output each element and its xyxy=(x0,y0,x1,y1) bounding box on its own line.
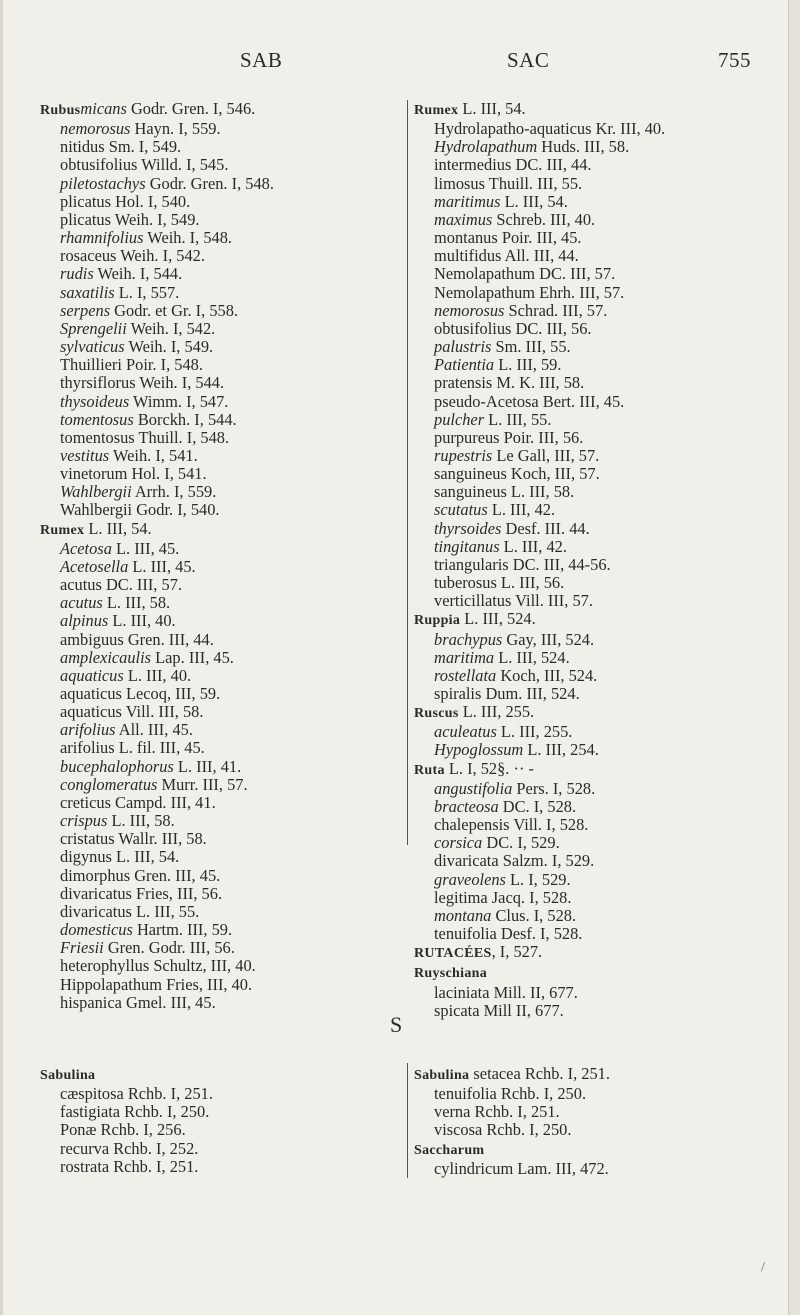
entry-text: verticillatus Vill. III, 57. xyxy=(434,591,593,611)
accepted-name: maritimus xyxy=(434,191,501,211)
species-entry xyxy=(414,667,665,685)
entry-text: hispanica Gmel. III, 45. xyxy=(60,992,216,1012)
entry-text: Borckh. I, 544. xyxy=(133,409,237,429)
species-entry xyxy=(40,685,274,703)
entry-text: viscosa Rchb. I, 250. xyxy=(434,1120,572,1140)
accepted-name: aculeatus xyxy=(434,722,497,742)
entry-text: chalepensis Vill. I, 528. xyxy=(434,815,589,835)
species-entry xyxy=(40,447,274,465)
entry-text: nitidus Sm. I, 549. xyxy=(60,137,182,157)
species-entry xyxy=(40,1158,213,1176)
entry-text: Desf. III. 44. xyxy=(501,518,590,538)
entry-text: Schrad. III, 57. xyxy=(504,300,608,320)
entry-text: L. III, 40. xyxy=(108,611,176,631)
species-entry xyxy=(40,939,274,957)
page-edge-right xyxy=(788,0,800,1315)
accepted-name: vestitus xyxy=(60,445,110,465)
species-entry xyxy=(40,1140,213,1158)
genus-name: Sabulina xyxy=(40,1068,96,1083)
accepted-name: nemorosus xyxy=(60,119,131,139)
species-entry xyxy=(414,429,665,447)
species-entry xyxy=(40,594,274,612)
species-entry xyxy=(414,138,665,156)
accepted-name: crispus xyxy=(60,811,108,831)
entry-text: Nemolapathum Ehrh. III, 57. xyxy=(434,282,625,302)
entry-text: Huds. III, 58. xyxy=(537,137,630,157)
species-entry xyxy=(414,483,665,501)
entry-text: divaricatus L. III, 55. xyxy=(60,901,200,921)
genus-entry xyxy=(414,1065,610,1085)
entry-text: aquaticus Vill. III, 58. xyxy=(60,702,204,722)
entry-text: plicatus Weih. I, 549. xyxy=(60,209,200,229)
entry-text: L. III, 58. xyxy=(102,593,171,613)
entry-text: obtusifolius Willd. I, 545. xyxy=(60,155,229,175)
entry-text: limosus Thuill. III, 55. xyxy=(434,173,583,193)
accepted-name: thyrsoides xyxy=(434,518,502,538)
entry-text: divaricata Salzm. I, 529. xyxy=(434,851,595,871)
entry-text: L. III, 42. xyxy=(487,500,556,520)
entry-text: Godr. Gren. I, 548. xyxy=(145,173,274,193)
species-entry xyxy=(40,284,274,302)
column-rule xyxy=(407,100,408,845)
species-entry xyxy=(40,721,274,739)
accepted-name: amplexicaulis xyxy=(60,647,152,667)
species-entry xyxy=(40,649,274,667)
entry-text: divaricatus Fries, III, 56. xyxy=(60,883,223,903)
species-entry xyxy=(414,1002,665,1020)
accepted-name: bracteosa xyxy=(434,796,499,816)
entry-text: Arrh. I, 559. xyxy=(131,482,217,502)
species-entry xyxy=(40,483,274,501)
species-entry xyxy=(414,907,665,925)
entry-text: DC. I, 529. xyxy=(482,833,560,853)
genus-name: Saccharum xyxy=(414,1142,485,1158)
species-entry xyxy=(40,374,274,392)
entry-text: vinetorum Hol. I, 541. xyxy=(60,464,207,484)
species-entry xyxy=(40,320,274,338)
genus-name: Ruscus xyxy=(414,706,459,722)
entry-text: pseudo-Acetosa Bert. III, 45. xyxy=(434,391,625,411)
accepted-name: palustris xyxy=(434,337,492,357)
entry-text: Nemolapathum DC. III, 57. xyxy=(434,264,616,284)
accepted-name: thysoideus xyxy=(60,391,130,411)
species-entry xyxy=(414,852,665,870)
species-entry xyxy=(40,465,274,483)
species-entry xyxy=(414,1121,610,1139)
species-entry xyxy=(414,889,665,907)
running-head-center: SAC xyxy=(507,48,550,72)
entry-text: aquaticus Lecoq, III, 59. xyxy=(60,684,221,703)
entry-text: L. III, 41. xyxy=(173,756,242,776)
species-entry xyxy=(414,211,665,229)
species-entry xyxy=(40,411,274,429)
entry-text: Godr. Gren. I, 546. xyxy=(126,99,256,118)
species-entry xyxy=(414,338,665,356)
species-entry xyxy=(414,834,665,852)
species-entry xyxy=(414,193,665,211)
species-entry xyxy=(40,867,274,885)
section-column-rule xyxy=(407,1063,408,1178)
entry-text: cylindricum Lam. III, 472. xyxy=(434,1158,609,1178)
entry-text: L. I, 52§. ·· - xyxy=(444,758,534,778)
entry-text: dimorphus Gren. III, 45. xyxy=(60,865,221,885)
accepted-name: brachypus xyxy=(434,629,503,649)
entry-text: multifidus All. III, 44. xyxy=(434,246,579,266)
page-edge-left xyxy=(0,0,3,1315)
species-entry xyxy=(40,175,274,193)
species-entry xyxy=(40,211,274,229)
species-entry xyxy=(40,631,274,649)
entry-text: Gren. Godr. III, 56. xyxy=(103,938,235,958)
species-entry xyxy=(40,612,274,630)
genus-name: Ruppia xyxy=(414,613,461,629)
entry-text: Pers. I, 528. xyxy=(512,778,596,798)
genus-entry xyxy=(414,100,665,120)
accepted-name: Friesii xyxy=(60,938,104,958)
entry-text: Hartm. III, 59. xyxy=(132,920,233,940)
species-entry xyxy=(40,1121,213,1139)
entry-text: L. III, 54. xyxy=(458,99,526,118)
species-entry xyxy=(414,175,665,193)
species-entry xyxy=(40,739,274,757)
entry-text: Weih. I, 541. xyxy=(109,445,198,465)
accepted-name: sylvaticus xyxy=(60,337,125,357)
entry-text: recurva Rchb. I, 252. xyxy=(60,1138,199,1158)
species-entry xyxy=(40,540,274,558)
genus-name: Rumex xyxy=(40,522,85,538)
genus-name: Rubus xyxy=(40,103,81,118)
accepted-name: arifolius xyxy=(60,720,116,740)
genus-entry xyxy=(414,610,665,630)
species-entry xyxy=(40,429,274,447)
entry-text: verna Rchb. I, 251. xyxy=(434,1102,560,1122)
entry-text: cristatus Wallr. III, 58. xyxy=(60,829,207,849)
species-entry xyxy=(414,871,665,889)
accepted-name: Acetosa xyxy=(60,538,112,558)
accepted-name: maritima xyxy=(434,647,495,667)
entry-text: Hydrolapatho-aquaticus Kr. III, 40. xyxy=(434,119,666,139)
entry-text: L. III, 40. xyxy=(123,665,192,685)
accepted-name: maximus xyxy=(434,209,493,229)
species-entry xyxy=(414,798,665,816)
species-entry xyxy=(414,574,665,592)
entry-text: laciniata Mill. II, 677. xyxy=(434,982,578,1002)
genus-entry xyxy=(414,943,665,963)
entry-text: heterophyllus Schultz, III, 40. xyxy=(60,956,256,976)
accepted-name: alpinus xyxy=(60,611,109,631)
genus-entry xyxy=(414,1140,610,1160)
species-entry xyxy=(40,703,274,721)
accepted-name: tingitanus xyxy=(434,536,500,556)
species-entry xyxy=(414,723,665,741)
species-entry xyxy=(40,501,274,519)
accepted-name: graveolens xyxy=(434,869,506,889)
section-s-column-left xyxy=(40,1065,213,1176)
species-entry xyxy=(40,356,274,374)
genus-name: Sabulina xyxy=(414,1068,470,1083)
entry-text: L. III, 254. xyxy=(523,740,599,760)
entry-text: sanguineus Koch, III, 57. xyxy=(434,464,600,484)
entry-text: L. III, 54. xyxy=(84,518,152,538)
species-entry xyxy=(414,592,665,610)
entry-text: L. III, 45. xyxy=(128,556,196,576)
entry-text: Hayn. I, 559. xyxy=(130,119,221,139)
entry-text: L. III, 524. xyxy=(460,609,536,629)
accepted-name: micans xyxy=(80,99,127,118)
species-entry xyxy=(40,794,274,812)
accepted-name: domesticus xyxy=(60,920,133,940)
entry-text: tuberosus L. III, 56. xyxy=(434,573,565,593)
accepted-name: serpens xyxy=(60,300,111,320)
entry-text: tomentosus Thuill. I, 548. xyxy=(60,427,230,447)
species-entry xyxy=(40,976,274,994)
entry-text: L. III, 55. xyxy=(484,409,552,429)
species-entry xyxy=(40,558,274,576)
species-entry xyxy=(40,994,274,1012)
species-entry xyxy=(414,156,665,174)
entry-text: pratensis M. K. III, 58. xyxy=(434,373,585,393)
species-entry xyxy=(414,447,665,465)
species-entry xyxy=(414,649,665,667)
species-entry xyxy=(414,1103,610,1121)
species-entry xyxy=(414,411,665,429)
species-entry xyxy=(40,338,274,356)
species-entry xyxy=(40,1103,213,1121)
accepted-name: Patientia xyxy=(434,355,495,375)
species-entry xyxy=(40,138,274,156)
species-entry xyxy=(40,193,274,211)
entry-text: Weih. I, 544. xyxy=(93,264,183,284)
accepted-name: Hydrolapathum xyxy=(434,137,538,157)
accepted-name: rostellata xyxy=(434,665,497,685)
species-entry xyxy=(414,1085,610,1103)
entry-text: Hippolapathum Fries, III, 40. xyxy=(60,974,253,994)
accepted-name: rhamnifolius xyxy=(60,228,144,248)
accepted-name: Sprengelii xyxy=(60,318,127,338)
entry-text: digynus L. III, 54. xyxy=(60,847,180,867)
genus-entry xyxy=(414,760,665,780)
accepted-name: pulcher xyxy=(434,409,485,429)
entry-text: spiralis Dum. III, 524. xyxy=(434,684,580,703)
accepted-name: rudis xyxy=(60,264,94,284)
accepted-name: rupestris xyxy=(434,445,493,465)
species-entry xyxy=(414,538,665,556)
species-entry xyxy=(414,984,665,1002)
entry-text: Wimm. I, 547. xyxy=(129,391,229,411)
entry-text: acutus DC. III, 57. xyxy=(60,575,182,595)
species-entry xyxy=(40,393,274,411)
accepted-name: piletostachys xyxy=(60,173,146,193)
accepted-name: bucephalophorus xyxy=(60,756,174,776)
accepted-name: montana xyxy=(434,905,492,925)
entry-text: intermedius DC. III, 44. xyxy=(434,155,592,175)
species-entry xyxy=(414,631,665,649)
species-entry xyxy=(414,320,665,338)
species-entry xyxy=(40,957,274,975)
entry-text: rostrata Rchb. I, 251. xyxy=(60,1156,199,1176)
section-letter: S xyxy=(390,1012,403,1037)
species-entry xyxy=(414,229,665,247)
species-entry xyxy=(40,156,274,174)
genus-name: Rumex xyxy=(414,103,459,118)
genus-entry xyxy=(40,1065,213,1085)
accepted-name: Wahlbergii xyxy=(60,482,132,502)
entry-text: Gay, III, 524. xyxy=(502,629,595,649)
entry-text: Schreb. III, 40. xyxy=(492,209,596,229)
species-entry xyxy=(414,120,665,138)
entry-text: sanguineus L. III, 58. xyxy=(434,482,575,502)
species-entry xyxy=(40,229,274,247)
entry-text: fastigiata Rchb. I, 250. xyxy=(60,1102,210,1122)
entry-text: , I, 527. xyxy=(491,942,543,962)
entry-text: tenuifolia Desf. I, 528. xyxy=(434,924,583,944)
entry-text: Weih. I, 548. xyxy=(143,228,233,248)
entry-text: ambiguus Gren. III, 44. xyxy=(60,629,214,649)
entry-text: L. III, 59. xyxy=(494,355,562,375)
entry-text: Ponæ Rchb. I, 256. xyxy=(60,1120,186,1140)
entry-text: Weih. I, 542. xyxy=(126,318,216,338)
species-entry xyxy=(40,667,274,685)
entry-text: L. III, 45. xyxy=(111,538,180,558)
species-entry xyxy=(414,685,665,703)
entry-text: L. III, 524. xyxy=(494,647,570,667)
species-entry xyxy=(40,120,274,138)
species-entry xyxy=(40,903,274,921)
genus-name: Ruta xyxy=(414,762,445,778)
genus-name: Ruyschiana xyxy=(414,966,488,982)
species-entry xyxy=(414,780,665,798)
running-head-left: SAB xyxy=(240,48,283,72)
entry-text: All. III, 45. xyxy=(115,720,193,740)
species-entry xyxy=(40,265,274,283)
species-entry xyxy=(40,576,274,594)
entry-text: creticus Campd. III, 41. xyxy=(60,792,216,812)
entry-text: Clus. I, 528. xyxy=(491,905,577,925)
accepted-name: tomentosus xyxy=(60,409,134,429)
genus-entry xyxy=(414,963,665,983)
entry-text: Godr. et Gr. I, 558. xyxy=(110,300,239,320)
genus-entry xyxy=(40,520,274,540)
accepted-name: scutatus xyxy=(434,500,488,520)
corner-mark: \ xyxy=(755,1260,769,1275)
species-entry xyxy=(414,356,665,374)
species-entry xyxy=(414,393,665,411)
species-entry xyxy=(414,816,665,834)
entry-text: L. III, 255. xyxy=(496,722,573,742)
entry-text: Thuillieri Poir. I, 548. xyxy=(60,355,203,375)
species-entry xyxy=(414,284,665,302)
species-entry xyxy=(40,247,274,265)
species-entry xyxy=(414,741,665,759)
entry-text: purpureus Poir. III, 56. xyxy=(434,427,584,447)
genus-entry xyxy=(40,100,274,120)
species-entry xyxy=(414,302,665,320)
entry-text: spicata Mill II, 677. xyxy=(434,1000,564,1020)
species-entry xyxy=(40,812,274,830)
species-entry xyxy=(414,465,665,483)
entry-text: tenuifolia Rchb. I, 250. xyxy=(434,1084,587,1104)
entry-text: DC. I, 528. xyxy=(498,796,577,816)
entry-text: arifolius L. fil. III, 45. xyxy=(60,738,205,758)
species-entry xyxy=(414,501,665,519)
species-entry xyxy=(40,848,274,866)
accepted-name: nemorosus xyxy=(434,300,505,320)
entry-text: plicatus Hol. I, 540. xyxy=(60,191,191,211)
entry-text: Koch, III, 524. xyxy=(496,665,598,685)
species-entry xyxy=(414,374,665,392)
page-number: 755 xyxy=(718,48,751,72)
entry-text: Wahlbergii Godr. I, 540. xyxy=(60,500,220,520)
species-entry xyxy=(40,885,274,903)
entry-text: setacea Rchb. I, 251. xyxy=(469,1064,610,1083)
accepted-name: corsica xyxy=(434,833,483,853)
entry-text: L. III, 255. xyxy=(458,702,535,722)
entry-text: montanus Poir. III, 45. xyxy=(434,228,582,248)
species-entry xyxy=(414,1160,610,1178)
species-entry xyxy=(414,265,665,283)
genus-name: RUTACÉES xyxy=(414,946,492,962)
entry-text: L. I, 557. xyxy=(114,282,180,302)
entry-text: Weih. I, 549. xyxy=(124,337,214,357)
index-column-right xyxy=(414,100,665,1020)
species-entry xyxy=(414,556,665,574)
species-entry xyxy=(40,1085,213,1103)
entry-text: Murr. III, 57. xyxy=(157,774,248,794)
species-entry xyxy=(40,302,274,320)
species-entry xyxy=(40,921,274,939)
species-entry xyxy=(40,758,274,776)
entry-text: L. III, 54. xyxy=(500,191,568,211)
section-s-column-right xyxy=(414,1065,610,1178)
entry-text: cæspitosa Rchb. I, 251. xyxy=(60,1084,213,1104)
accepted-name: saxatilis xyxy=(60,282,115,302)
species-entry xyxy=(414,520,665,538)
accepted-name: Acetosella xyxy=(60,556,129,576)
accepted-name: acutus xyxy=(60,593,103,613)
species-entry xyxy=(414,247,665,265)
species-entry xyxy=(40,830,274,848)
species-entry xyxy=(414,925,665,943)
entry-text: Sm. III, 55. xyxy=(491,337,571,357)
genus-entry xyxy=(414,703,665,723)
accepted-name: Hypoglossum xyxy=(434,740,524,760)
entry-text: legitima Jacq. I, 528. xyxy=(434,887,572,907)
accepted-name: angustifolia xyxy=(434,778,513,798)
entry-text: obtusifolius DC. III, 56. xyxy=(434,318,592,338)
accepted-name: conglomeratus xyxy=(60,774,158,794)
index-column-left xyxy=(40,100,274,1012)
accepted-name: aquaticus xyxy=(60,665,124,685)
entry-text: rosaceus Weih. I, 542. xyxy=(60,246,205,266)
entry-text: L. III, 58. xyxy=(107,811,175,831)
entry-text: thyrsiflorus Weih. I, 544. xyxy=(60,373,225,393)
species-entry xyxy=(40,776,274,794)
entry-text: Le Gall, III, 57. xyxy=(492,445,600,465)
entry-text: L. I, 529. xyxy=(505,869,571,889)
entry-text: L. III, 42. xyxy=(499,536,567,556)
entry-text: triangularis DC. III, 44-56. xyxy=(434,554,611,574)
entry-text: Lap. III, 45. xyxy=(151,647,234,667)
